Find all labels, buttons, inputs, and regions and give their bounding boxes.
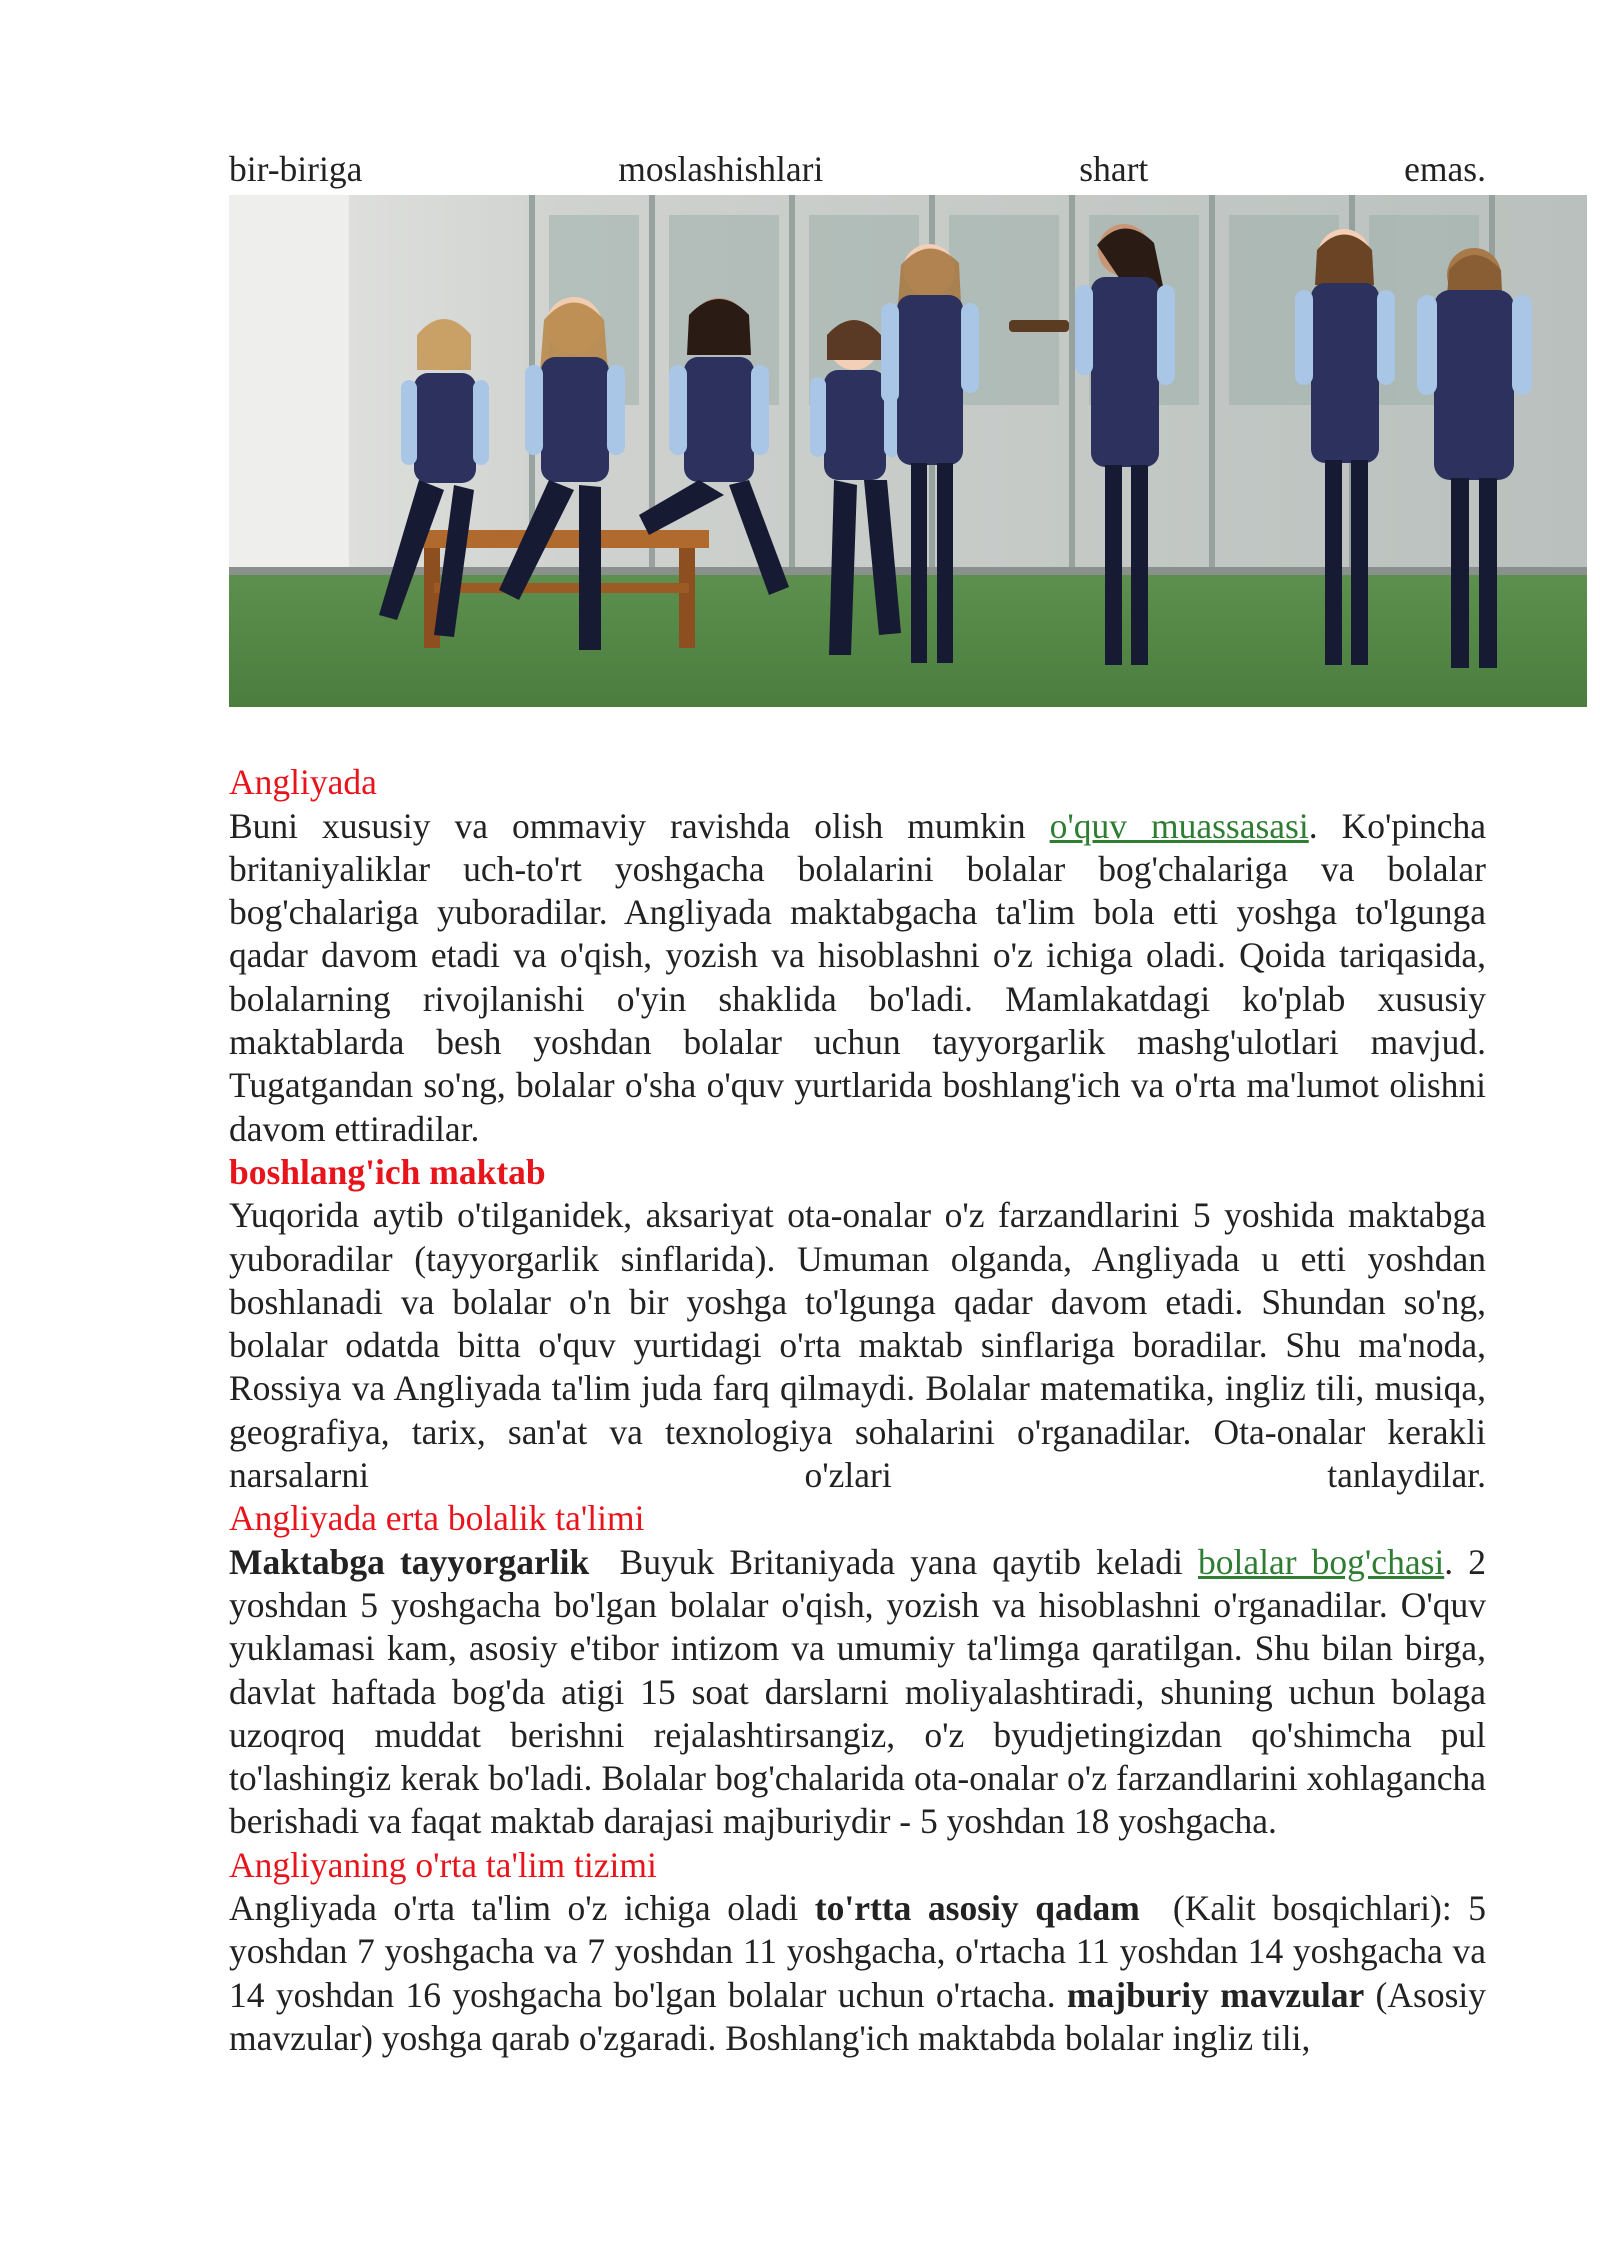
bold-run: Maktabga tayyorgarlik bbox=[229, 1541, 590, 1582]
bold-run: to'rtta asosiy qadam bbox=[814, 1888, 1140, 1929]
text-run: (Asosiy mavzular) yoshga qarab o'zgaradi. Boshlang'ich maktabda bolalar ingliz tili, bbox=[229, 1974, 1486, 2058]
lead-word: emas. bbox=[1404, 149, 1486, 189]
text-run: (Kalit bosqichlari): 5 yoshdan 7 yoshgacha va 7 yoshdan 11 yoshgacha, o'rtacha 11 yoshdan 14 yoshgacha va 14 yoshdan 16 yoshgacha bo'lgan bolalar uchun o'rtacha. bbox=[229, 1888, 1495, 2015]
paragraph bbox=[229, 805, 1486, 1151]
paragraph bbox=[229, 1887, 1495, 2060]
text-run: . Ko'pincha britaniyaliklar uch-to'rt yoshgacha bolalarini bolalar bog'chalariga va bolalar bog'chalariga yuboradilar. Angliyada maktabgacha ta'lim bola etti yoshga to'lgunga qadar davom etadi va o'qish, yozish va hisoblashni o'z ichiga oladi. Qoida tariqasida, bolalarning rivojlanishi o'yin shaklida bo'ladi. Mamlakatdagi ko'plab xususiy maktablarda besh yoshdan bolalar uchun tayyorgarlik mashg'ulotlari mavjud. Tugatgandan so'ng, bolalar o'sha o'quv yurtlarida boshlang'ich va o'rta ma'lumot olishni davom ettiradilar. bbox=[229, 805, 1487, 1149]
lead-word: shart bbox=[1079, 149, 1149, 189]
schoolgirls-photo bbox=[229, 195, 1587, 707]
paragraph: Yuqorida aytib o'tilganidek, aksariyat ota-onalar o'z farzandlarini 5 yoshida maktabga yuboradilar (tayyorgarlik sinflarida). Umuman olganda, Angliyada u etti yoshdan boshlanadi va bolalar o'n bir yoshga to'lgunga qadar davom etadi. Shundan so'ng, bolalar odatda bitta o'quv yurtidagi o'rta maktab sinflariga boradilar. Shu ma'noda, Rossiya va Angliyada ta'lim juda farq qilmaydi. Bolalar matematika, ingliz tili, musiqa, geografiya, tarix, san'at va texnologiya sohalarini o'rganadilar. Ota-onalar kerakli narsalarni o'zlari tanlaydilar. bbox=[229, 1195, 1486, 1496]
link-bolalar-bogchasi[interactable]: bolalar bog'chasi bbox=[1197, 1541, 1445, 1582]
text-run: Buni xususiy va ommaviy ravishda olish mumkin bbox=[229, 805, 1050, 846]
link-oquv-muassasasi[interactable]: o'quv muassasasi bbox=[1049, 805, 1309, 846]
lead-word: bir-biriga bbox=[229, 149, 363, 189]
paragraph bbox=[229, 1541, 1486, 1844]
section-heading: boshlang'ich maktab bbox=[229, 1151, 546, 1192]
bold-run: majburiy mavzular bbox=[1066, 1974, 1365, 2015]
text-run: Buyuk Britaniyada yana qaytib keladi bbox=[589, 1541, 1198, 1582]
section-heading: Angliyada erta bolalik ta'limi bbox=[229, 1498, 645, 1539]
text-run: Angliyada o'rta ta'lim o'z ichiga oladi bbox=[229, 1888, 815, 1929]
lead-line bbox=[229, 148, 1486, 191]
text-run: . 2 yoshdan 5 yoshgacha bo'lgan bolalar o'qish, yozish va hisoblashni o'rganadilar. O'quv yuklamasi kam, asosiy e'tibor intizom va umumiy ta'limga qaratilgan. Shu bilan birga, davlat haftada bog'da atigi 15 soat darslarni moliyalashtiradi, shuning uchun bolaga uzoqroq muddat berishni rejalashtirsangiz, o'z byudjetingizdan qo'shimcha pul to'lashingiz kerak bo'ladi. Bolalar bog'chalarida ota-onalar o'z farzandlarini xohlagancha berishadi va faqat maktab darajasi majburiydir - 5 yoshdan 18 yoshgacha. bbox=[229, 1541, 1487, 1842]
document-body bbox=[229, 148, 1495, 2060]
lead-word: moslashishlari bbox=[618, 149, 824, 189]
section-heading: Angliyada bbox=[229, 762, 377, 803]
section-heading: Angliyaning o'rta ta'lim tizimi bbox=[229, 1844, 657, 1885]
